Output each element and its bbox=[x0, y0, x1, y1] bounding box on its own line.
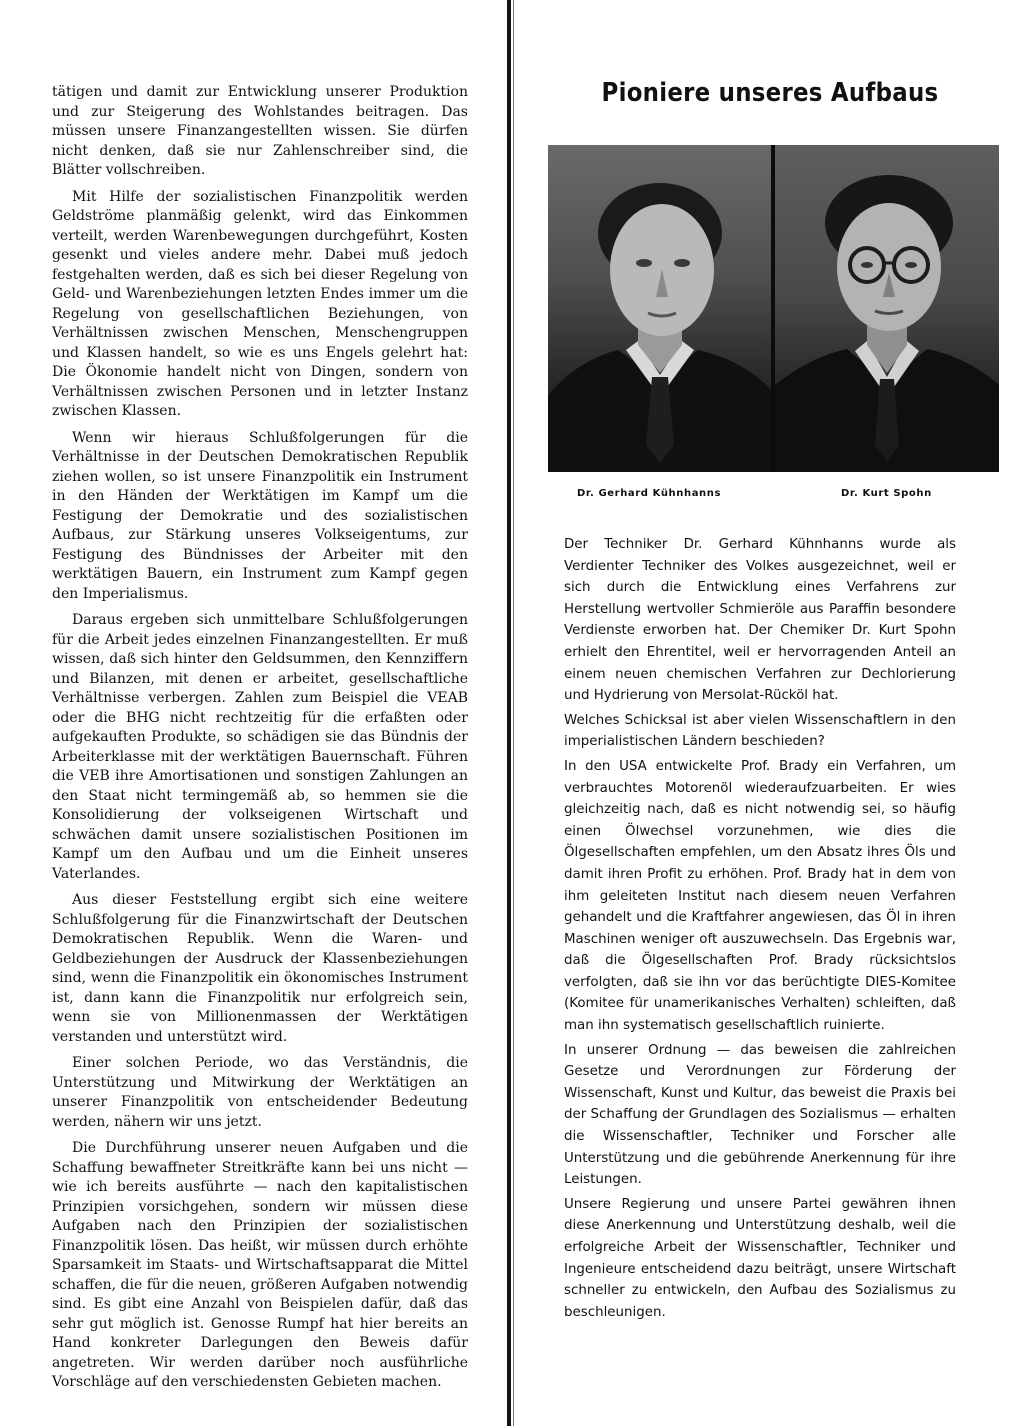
right-paragraph-5: Unsere Regierung und unsere Partei gewähren ihnen diese Anerkennung und Unterstützung deshalb, weil die erfolgreiche Arbeit der Wissenschaftler, Techniker und Ingenieure entscheidend dazu beiträgt, unsere Wirtschaft schneller zu entwickeln, den Aufbau des Sozialismus zu beschleunigen. bbox=[564, 1196, 956, 1320]
left-paragraph-1: tätigen und damit zur Entwicklung unserer Produktion und zur Steigerung des Wohlstandes beitragen. Das müssen unsere Finanzangestellten wissen. Sie dürfen nicht denken, daß sie nur Zahlenschreiber sind, die Blätter vollschreiben. bbox=[52, 84, 468, 178]
left-paragraph-6: Einer solchen Periode, wo das Verständnis, die Unterstützung und Mitwirkung der Werktätigen an unserer Finanzpolitik von entscheidender Bedeutung werden, nähern wir uns jetzt. bbox=[52, 1055, 468, 1130]
right-paragraph-2: Welches Schicksal ist aber vielen Wissenschaftlern in den imperialistischen Ländern beschieden? bbox=[564, 712, 956, 750]
portrait-illustration-1 bbox=[548, 145, 771, 472]
column-divider-thin bbox=[513, 0, 514, 1426]
caption-spohn: Dr. Kurt Spohn bbox=[841, 488, 932, 499]
left-paragraph-5: Aus dieser Feststellung ergibt sich eine weitere Schlußfolgerung für die Finanzwirtschaft der Deutschen Demokratischen Republik. Wenn die Waren- und Geldbeziehungen der Ausdruck der Klassenbeziehungen sind, wenn die Finanzpolitik ein ökonomisches Instrument ist, dann kann die Finanzpolitik nur erfolgreich sein, wenn sie von Millionenmassen der Werktätigen verstanden und unterstützt wird. bbox=[52, 892, 468, 1045]
column-divider bbox=[507, 0, 511, 1426]
left-paragraph-2: Mit Hilfe der sozialistischen Finanzpolitik werden Geldströme planmäßig gelenkt, wird das Einkommen verteilt, werden Warenbewegungen durchgeführt, Kosten gesenkt und vieles andere mehr. Dabei muß jedoch festgehalten werden, daß es sich bei dieser Regelung von Geld- und Warenbeziehungen letzten Endes immer um die Regelung von gesellschaftlichen Beziehungen, von Verhältnissen zwischen Menschen, Menschengruppen und Klassen handelt, so wie es uns Engels gelehrt hat: Die Ökonomie handelt nicht von Dingen, sondern von Verhältnissen zwischen Personen und in letzter Instanz zwischen Klassen. bbox=[52, 188, 468, 419]
portrait-photo-spohn bbox=[775, 145, 999, 472]
left-paragraph-3: Wenn wir hieraus Schlußfolgerungen für die Verhältnisse in der Deutschen Demokratischen Republik ziehen wollen, so ist unsere Finanzpolitik ein Instrument in den Händen der Werktätigen im Kampf um die Festigung der Demokratie und des sozialistischen Aufbaus, zur Stärkung unseres Volkseigentums, zur Festigung des Bündnisses der Arbeiter mit den werktätigen Bauern, ein Instrument zum Kampf gegen den Imperialismus. bbox=[52, 429, 468, 602]
portrait-photos bbox=[548, 145, 999, 472]
left-paragraph-4: Daraus ergeben sich unmittelbare Schlußfolgerungen für die Arbeit jedes einzelnen Finanzangestellten. Er muß wissen, daß sich hinter den Geldsummen, den Kennziffern und Bilanzen, mit denen er arbeitet, gesellschaftliche Verhältnisse verbergen. Zahlen zum Beispiel die VEAB oder die BHG nicht rechtzeitig für die erfaßten oder aufgekauften Produkte, so schädigen sie das Bündnis der Arbeiterklasse mit der werktätigen Bauernschaft. Führen die VEB ihre Amortisationen und sonstigen Zahlungen an den Staat nicht termingemäß ab, so hemmen sie die Konsolidierung der volkseigenen Wirtschaft und schwächen damit unsere sozialistischen Positionen im Kampf um den Aufbau und um die Einheit unseres Vaterlandes. bbox=[52, 612, 468, 882]
caption-kuehnhanns: Dr. Gerhard Kühnhanns bbox=[577, 488, 722, 499]
right-paragraph-3: In den USA entwickelte Prof. Brady ein Verfahren, um verbrauchtes Motorenöl wiederaufzuarbeiten. Er wies gleichzeitig nach, daß es nicht notwendig sei, so häufig einen Ölwechsel vorzunehmen, wie dies die Ölgesellschaften empfehlen, um den Absatz ihres Öls und damit ihren Profit zu erhöhen. Prof. Brady hat in dem von ihm geleiteten Institut nach diesem neuen Verfahren gehandelt und die Kraftfahrer angewiesen, das Öl in ihren Maschinen weniger oft auszuwechseln. Das Ergebnis war, daß die Ölgesellschaften Prof. Brady rücksichtslos verfolgten, daß sie ihn vor das berüchtigte DIES-Komitee (Komitee für unamerikanisches Verhalten) schleiften, daß man ihn systematisch gesellschaftlich ruinierte. bbox=[564, 758, 956, 1034]
right-paragraph-1: Der Techniker Dr. Gerhard Kühnhanns wurde als Verdienter Techniker des Volkes ausgezeichnet, weil er sich durch die Entwicklung eines Verfahrens zur Herstellung wertvoller Schmieröle aus Paraffin besondere Verdienste erworben hat. Der Chemiker Dr. Kurt Spohn erhielt den Ehrentitel, weil er hervorragenden Anteil an einem neuen chemischen Verfahren zur Dechlorierung und Hydrierung von Mersolat-Rücköl hat. bbox=[564, 537, 956, 704]
article-headline: Pioniere unseres Aufbaus bbox=[601, 78, 939, 108]
portrait-photo-kuehnhanns bbox=[548, 145, 771, 472]
left-paragraph-7: Die Durchführung unserer neuen Aufgaben und die Schaffung bewaffneter Streitkräfte kann bei uns nicht — wie ich bereits ausführte — nach den kapitalistischen Prinzipien vorsichgehen, sondern wir müssen diese Aufgaben nach den Prinzipien der sozialistischen Finanzpolitik lösen. Das heißt, wir müssen durch erhöhte Sparsamkeit im Staats- und Wirtschaftsapparat die Mittel schaffen, die für die neuen, größeren Aufgaben notwendig sind. Es gibt eine Anzahl von Beispielen dafür, daß das sehr gut möglich ist. Genosse Rumpf hat hier bereits an Hand konkreter Darlegungen den Beweis dafür angetreten. Wir werden darüber noch ausführliche Vorschläge auf den verschiedensten Gebieten machen. bbox=[52, 1140, 469, 1390]
right-paragraph-4: In unserer Ordnung — das beweisen die zahlreichen Gesetze und Verordnungen zur Förderung der Wissenschaft, Kunst und Kultur, das beweist die Praxis bei der Schaffung der Grundlagen des Sozialismus — erhalten die Wissenschaftler, Techniker und Forscher alle Unterstützung und die gebührende Anerkennung für ihre Leistungen. bbox=[564, 1042, 956, 1188]
left-article-column bbox=[52, 83, 468, 1400]
right-article-column bbox=[564, 534, 956, 1326]
portrait-illustration-2 bbox=[775, 145, 999, 472]
